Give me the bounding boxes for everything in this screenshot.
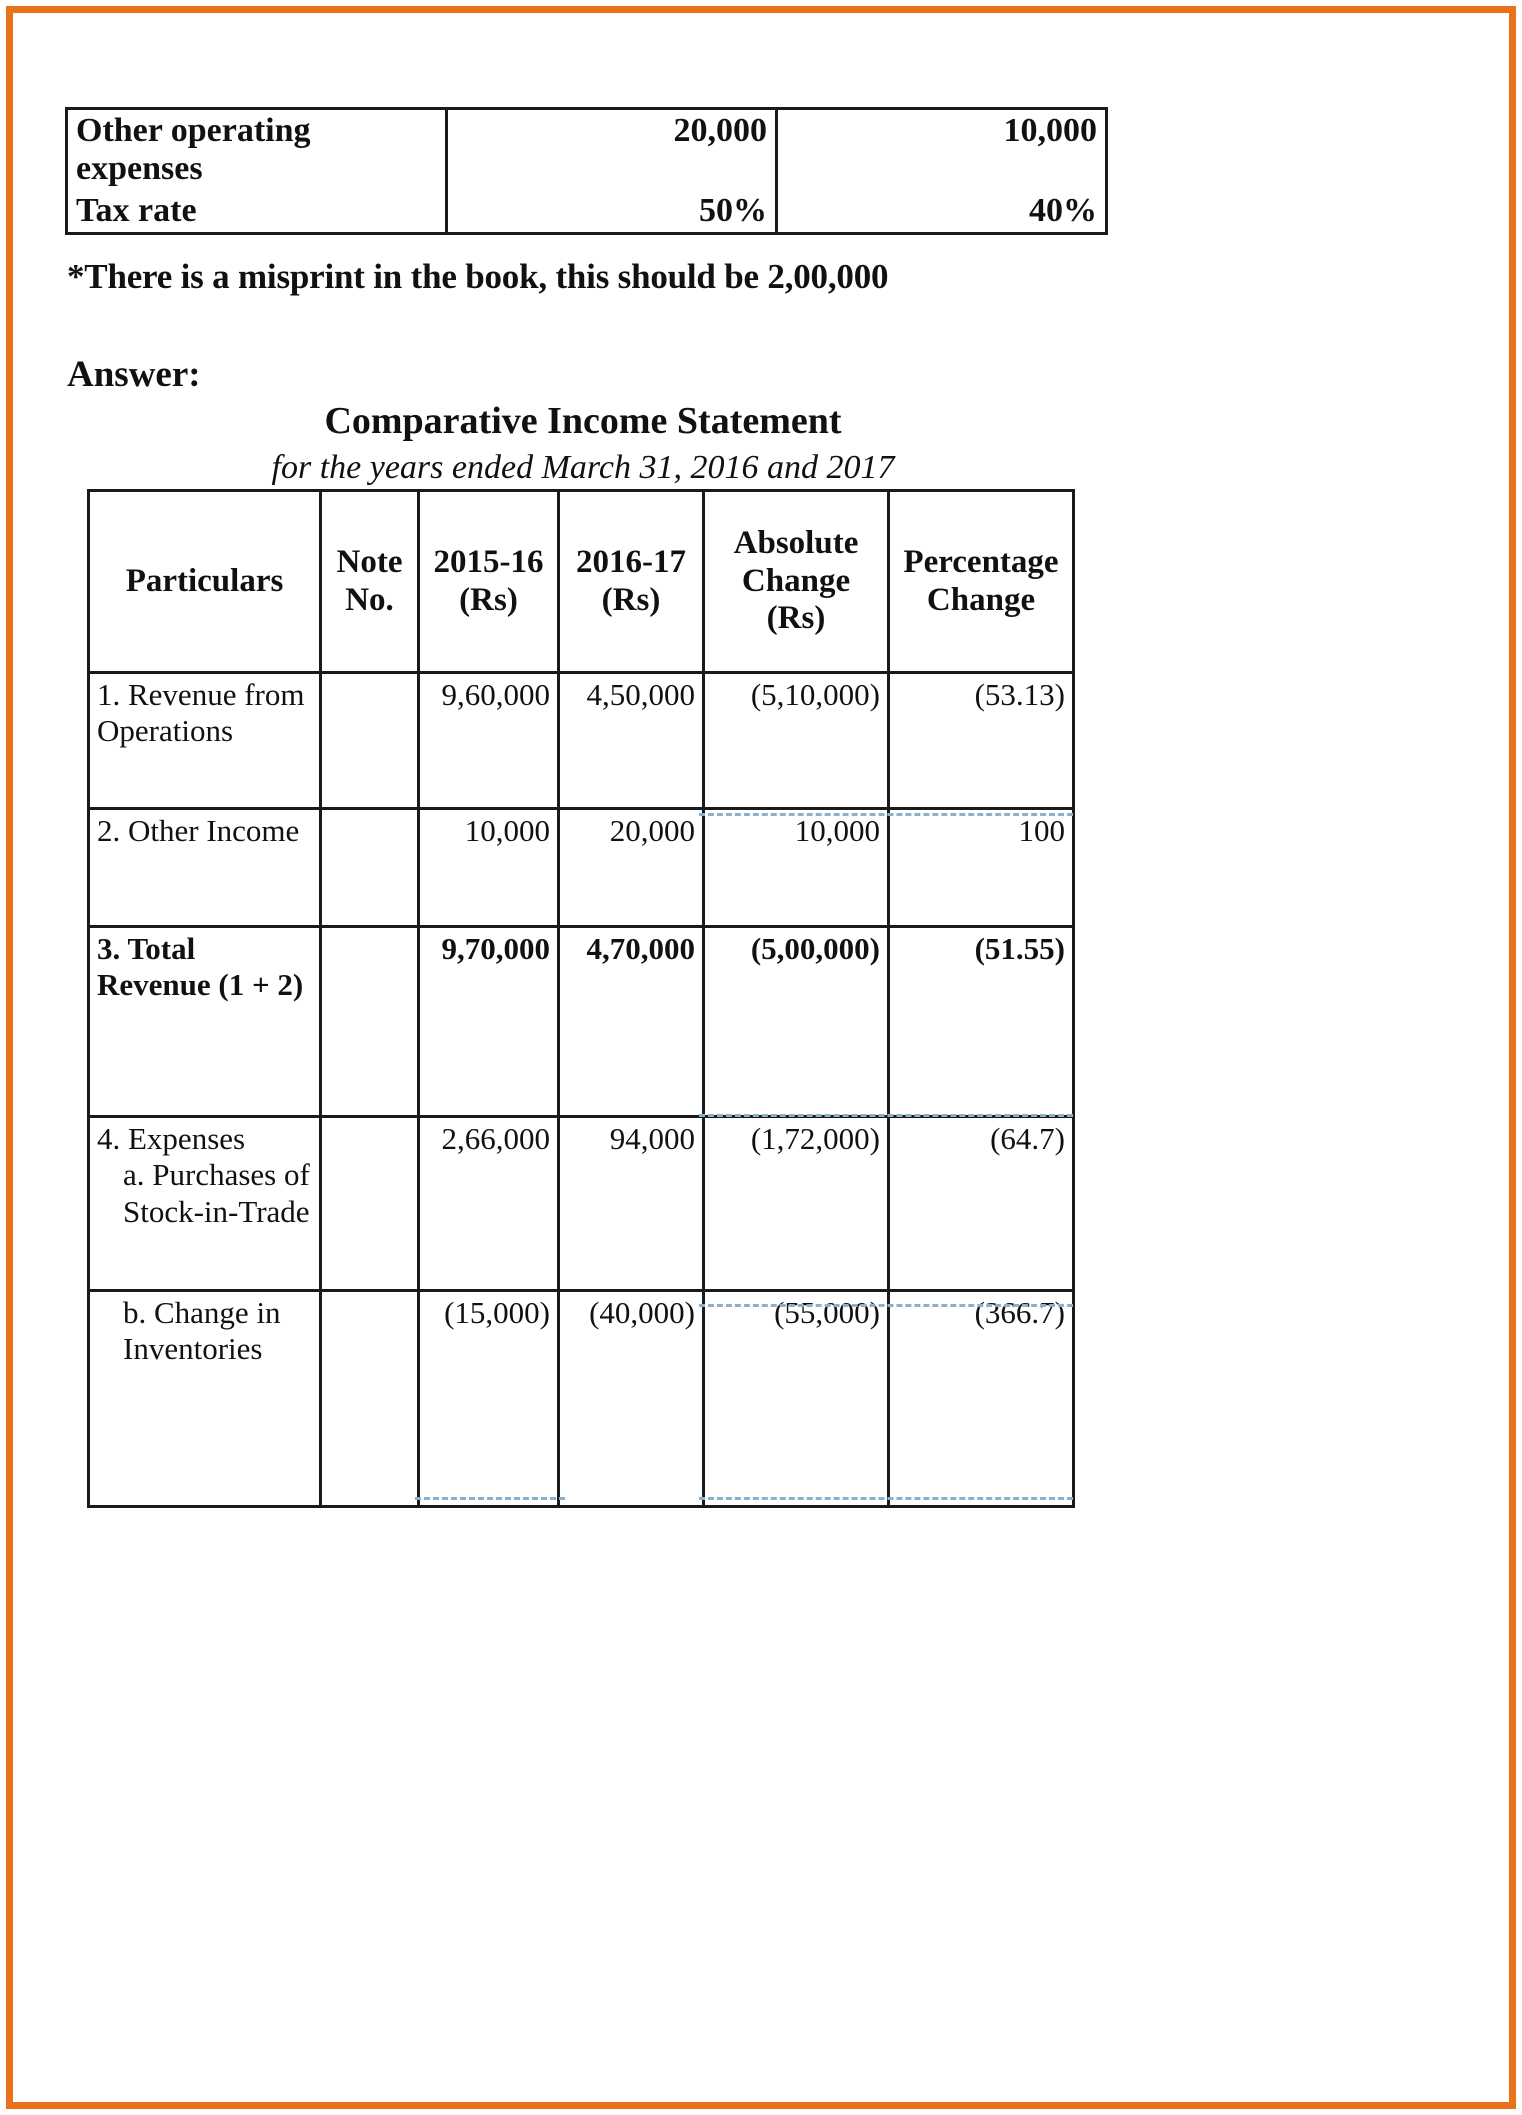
assumptions-table [65,107,1108,235]
row-label: Tax rate [67,190,447,234]
row-value-col2: 40% [777,190,1107,234]
row-percentage-change: (64.7) [889,1117,1074,1291]
table-row [89,927,1074,1117]
row-particulars [89,1117,321,1291]
row-note-no [321,927,419,1117]
row-note-no [321,1117,419,1291]
row-note-no [321,809,419,927]
row-value-col1: 50% [447,190,777,234]
table-row [89,809,1074,927]
row-particulars: 3. Total Revenue (1 + 2) [89,927,321,1117]
row-2015-16: 9,70,000 [419,927,559,1117]
statement-title: Comparative Income Statement [324,400,842,442]
column-header-note-no: Note No. [321,491,419,673]
column-header-percentage-change: Percentage Change [889,491,1074,673]
row-2016-17: 94,000 [559,1117,704,1291]
misprint-note: *There is a misprint in the book, this should be 2,00,000 [67,257,889,296]
row-2015-16: 2,66,000 [419,1117,559,1291]
column-header-particulars: Particulars [89,491,321,673]
row-value-col1: 20,000 [447,109,777,191]
row-2015-16: (15,000) [419,1291,559,1507]
comparative-income-statement-table [87,489,1072,1508]
row-percentage-change: (51.55) [889,927,1074,1117]
table-row [67,109,1107,191]
page-content [13,13,1509,2102]
table-row [67,190,1107,234]
row-particulars: 1. Revenue from Operations [89,673,321,809]
row-2015-16: 10,000 [419,809,559,927]
row-percentage-change: (53.13) [889,673,1074,809]
income-statement-table [87,489,1075,1508]
expenses-group-heading: 4. Expenses [97,1121,246,1156]
row-particulars-sub: b. Change in Inventories [123,1295,281,1367]
row-2016-17: 20,000 [559,809,704,927]
row-value-col2: 10,000 [777,109,1107,191]
answer-label: Answer: [67,354,201,395]
row-2016-17: 4,70,000 [559,927,704,1117]
row-absolute-change: (5,00,000) [704,927,889,1117]
row-2015-16: 9,60,000 [419,673,559,809]
row-particulars: 2. Other Income [89,809,321,927]
row-percentage-change: 100 [889,809,1074,927]
row-particulars-sub: a. Purchases of Stock-in-Trade [123,1157,310,1229]
table-row [89,1291,1074,1507]
row-2016-17: 4,50,000 [559,673,704,809]
row-label: Other operating expenses [67,109,447,191]
row-absolute-change: (5,10,000) [704,673,889,809]
row-absolute-change: (1,72,000) [704,1117,889,1291]
table-header-row [89,491,1074,673]
column-header-2015-16: 2015-16 (Rs) [419,491,559,673]
row-note-no [321,1291,419,1507]
row-absolute-change: 10,000 [704,809,889,927]
table-row [89,673,1074,809]
row-percentage-change: (366.7) [889,1291,1074,1507]
top-partial-table [65,107,1097,235]
table-row [89,1117,1074,1291]
row-note-no [321,673,419,809]
row-particulars [89,1291,321,1507]
row-2016-17: (40,000) [559,1291,704,1507]
column-header-absolute-change: Absolute Change (Rs) [704,491,889,673]
column-header-2016-17: 2016-17 (Rs) [559,491,704,673]
page-border-frame [6,6,1516,2109]
statement-subtitle: for the years ended March 31, 2016 and 2017 [271,449,895,486]
row-absolute-change: (55,000) [704,1291,889,1507]
